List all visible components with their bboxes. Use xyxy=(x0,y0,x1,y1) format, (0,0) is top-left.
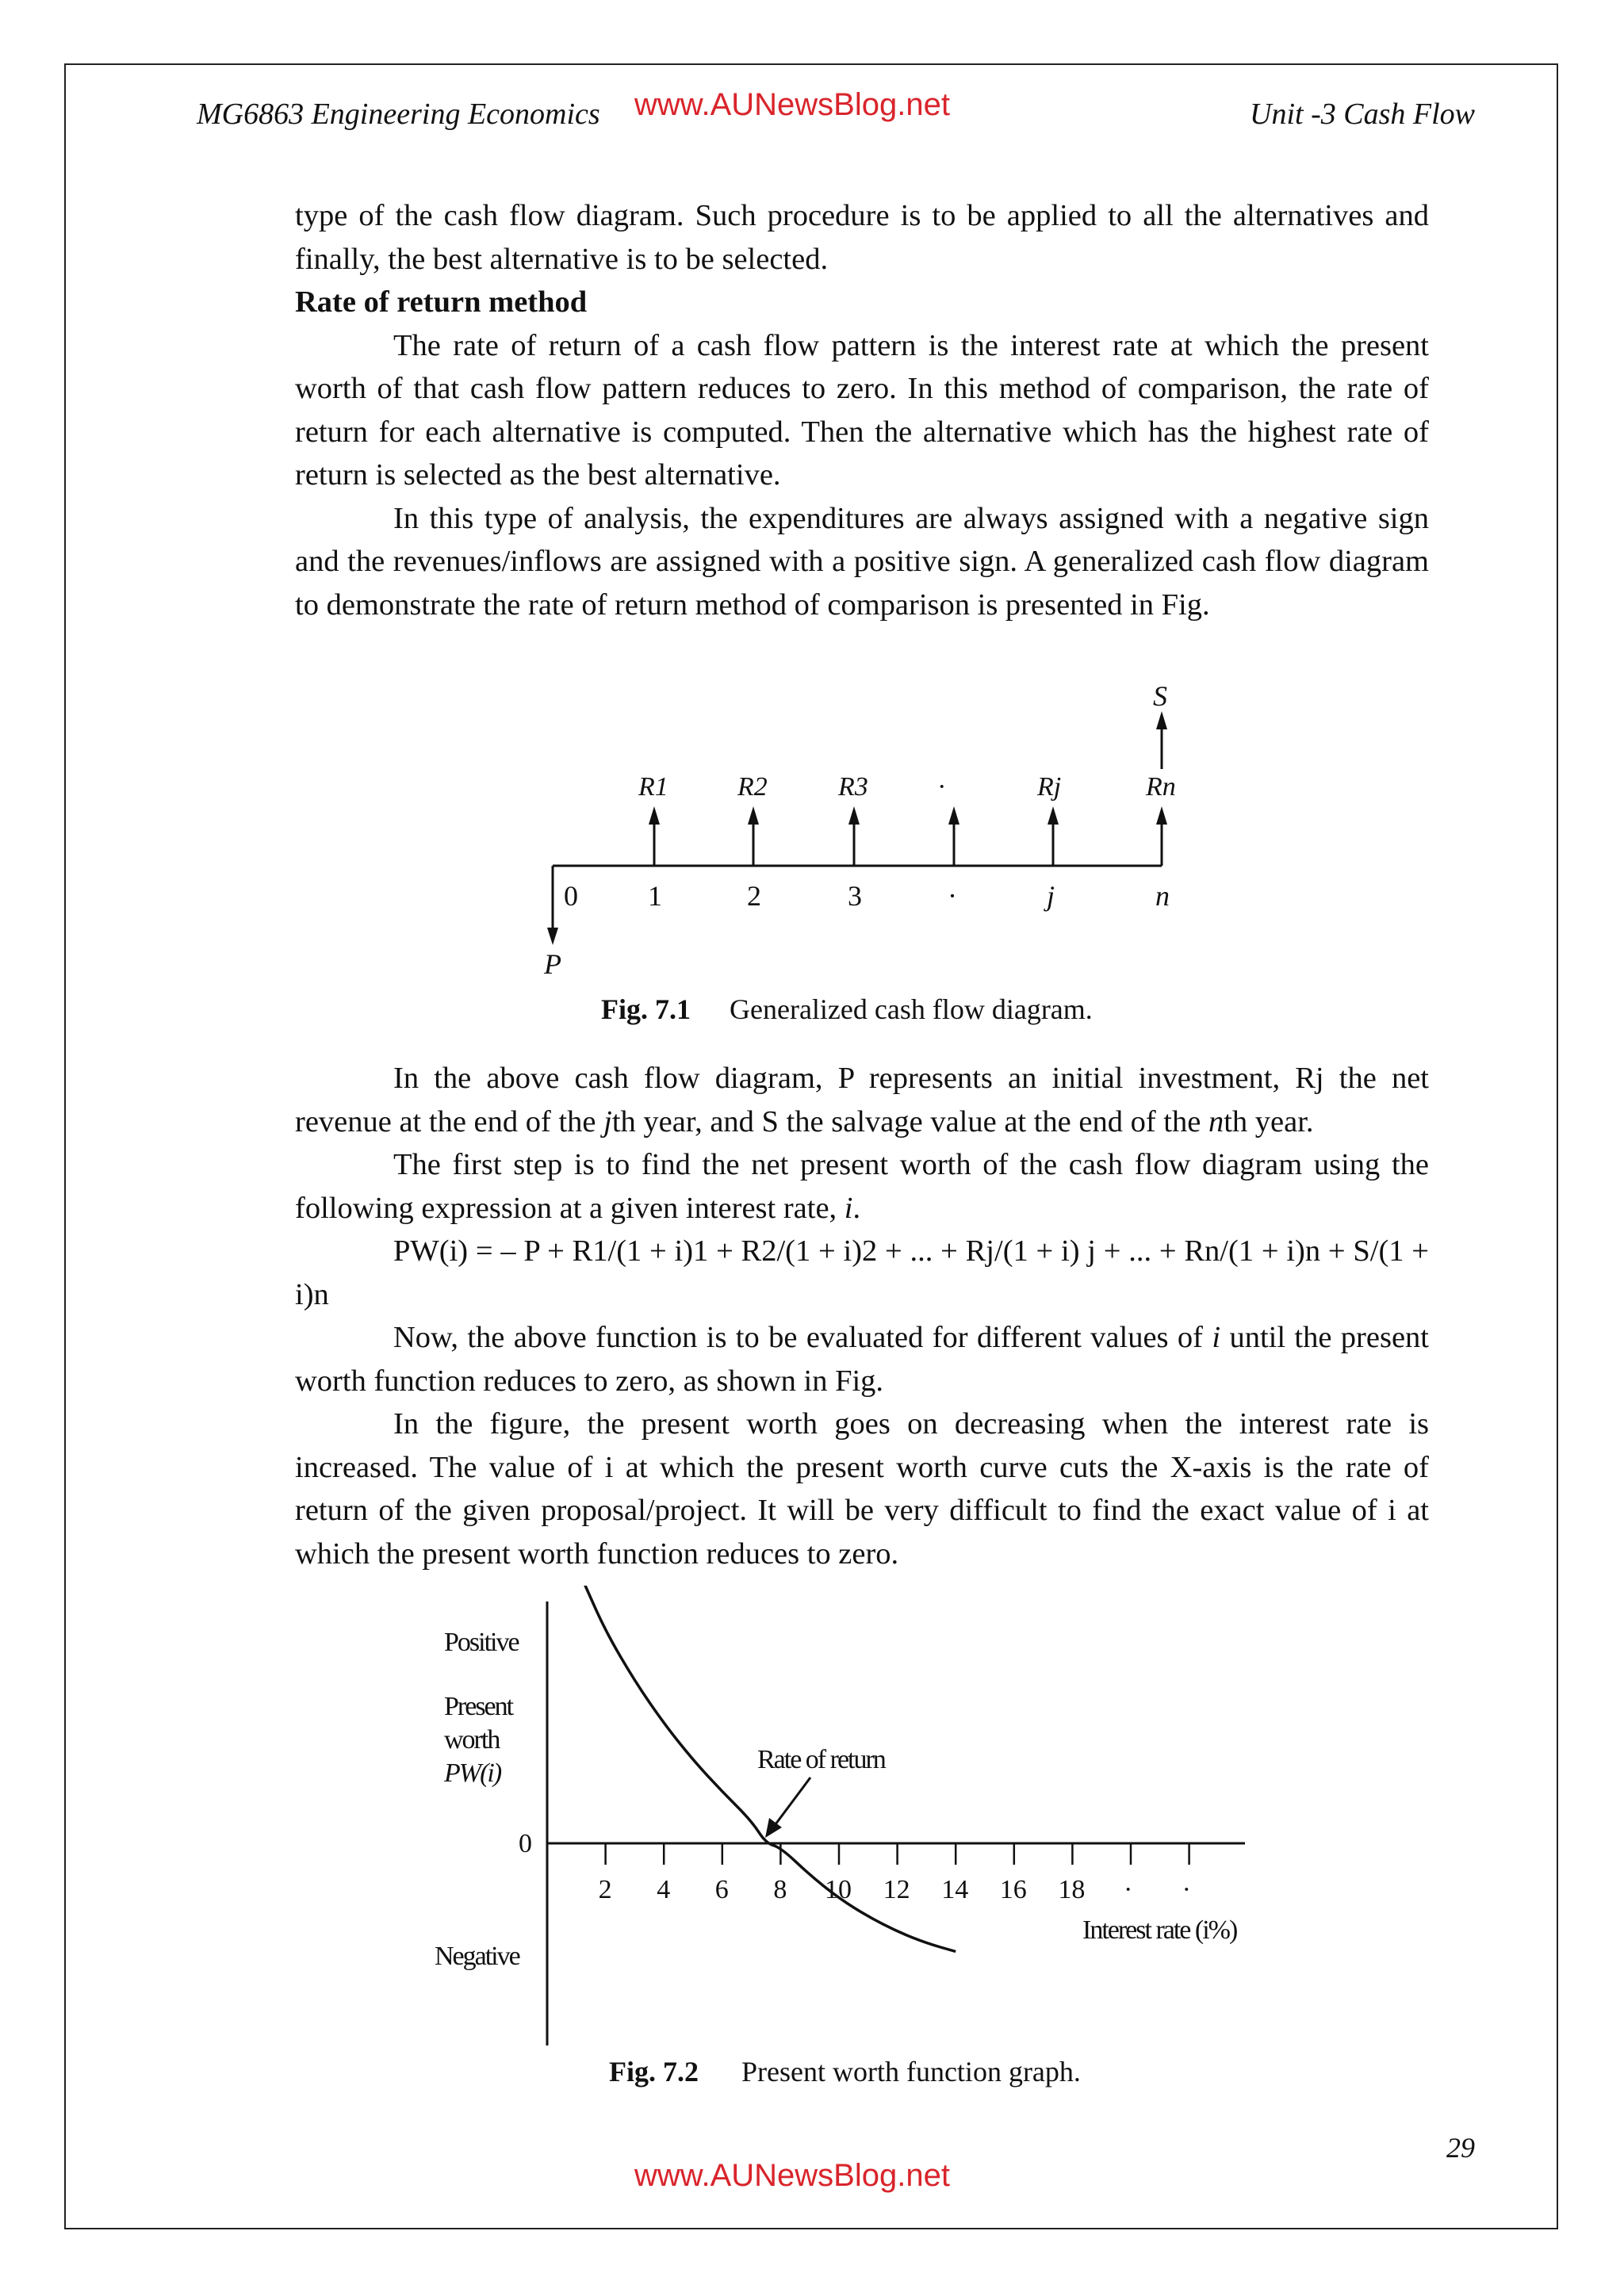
y-label-negative: Negative xyxy=(435,1942,519,1971)
x-tick-label-1: 4 xyxy=(657,1875,671,1904)
period-label-1: 1 xyxy=(648,880,662,912)
x-axis-label: Interest rate (i%) xyxy=(1082,1915,1237,1945)
paragraph-first-step: The first step is to find the net present worth of the cash flow diagram using the following expression at a given interest rate, i. xyxy=(295,1148,1429,1225)
paragraph-definition: The rate of return of a cash flow pattern is the interest rate at which the present worth of that cash flow pattern reduces to zero. In this method of comparison, the rate of return for each alternative is computed. Then the alternative which has the highest rate of return is selected as the best alternative. xyxy=(295,328,1429,492)
x-tick-label-6: 14 xyxy=(941,1875,969,1904)
y-label-positive: Positive xyxy=(444,1628,519,1657)
period-label-2: 2 xyxy=(747,880,761,912)
period-label-3: 3 xyxy=(848,880,862,912)
annotation-arrow xyxy=(773,1777,810,1827)
section-heading: Rate of return method xyxy=(295,285,588,319)
investment-arrowhead xyxy=(547,928,558,945)
salvage-arrowhead xyxy=(1156,711,1167,729)
paragraph-interpretation: In the figure, the present worth goes on decreasing when the interest rate is increased. The value of i at which the present worth curve cuts the X-axis is the rate of return of the given proposal/project. It will be very difficult to find the exact value of i at which the present worth function reduces to zero. xyxy=(295,1407,1429,1571)
receipt-arrow-2 xyxy=(748,806,759,866)
receipt-arrow-5 xyxy=(1048,806,1059,866)
receipt-label-1: R1 xyxy=(638,772,668,802)
x-tick-label-2: 6 xyxy=(714,1875,729,1904)
paragraph-continued: type of the cash flow diagram. Such procedure is to be applied to all the alternatives and finally, the best alternative is to be selected. xyxy=(295,199,1429,276)
receipt-arrow-1 xyxy=(649,806,660,866)
receipt-label-2: R2 xyxy=(737,772,768,802)
x-tick-label-9: · xyxy=(1124,1875,1133,1904)
x-tick-label-3: 8 xyxy=(773,1875,787,1904)
present-worth-chart xyxy=(0,1586,1624,2093)
period-label-5: j xyxy=(1047,880,1055,912)
unit-title: Unit -3 Cash Flow xyxy=(1250,98,1475,131)
figure-caption: Generalized cash flow diagram. xyxy=(730,993,1093,1025)
page-number: 29 xyxy=(1446,2132,1475,2164)
receipt-arrow-3 xyxy=(848,806,860,866)
receipt-label-4: · xyxy=(938,772,945,802)
site-link-bottom[interactable]: www.AUNewsBlog.net xyxy=(634,2158,950,2193)
x-tick-label-4: 10 xyxy=(825,1875,852,1904)
paragraph-analysis: In this type of analysis, the expenditures are always assigned with a negative sign and the revenues/inflows are assigned with a positive sign. A generalized cash flow diagram to demonstrate the rate of return method of comparison is presented in Fig. xyxy=(295,501,1429,622)
cash-flow-diagram xyxy=(0,666,1624,1039)
period-label-4: · xyxy=(948,880,957,912)
x-ticks xyxy=(599,1843,1191,1904)
figure-label: Fig. 7.1 xyxy=(601,993,691,1025)
figure-2-caption: Present worth function graph. xyxy=(741,2056,1081,2087)
receipt-label-6: Rn xyxy=(1146,772,1176,802)
paragraph-diagram-explanation: In the above cash flow diagram, P represents an initial investment, Rj the net revenue at the end of the jth year, and S the salvage value at the end of the nth year. xyxy=(295,1062,1429,1138)
x-tick-label-10: · xyxy=(1182,1875,1191,1904)
receipt-arrow-6 xyxy=(1156,806,1167,866)
explanation-text xyxy=(295,1057,1429,1575)
x-tick-label-0: 2 xyxy=(598,1875,612,1904)
figure-2-label: Fig. 7.2 xyxy=(609,2056,699,2087)
x-tick-label-8: 18 xyxy=(1058,1875,1086,1904)
receipt-arrow-4 xyxy=(948,806,959,866)
period-label-6: n xyxy=(1155,880,1170,912)
site-link-top[interactable]: www.AUNewsBlog.net xyxy=(634,87,950,122)
present-worth-formula: PW(i) = – P + R1/(1 + i)1 + R2/(1 + i)2 + ... + Rj/(1 + i) j + ... + Rn/(1 + i)n + S/(1 + i)n xyxy=(295,1234,1429,1311)
period-labels xyxy=(564,880,1170,912)
intro-text xyxy=(295,194,1429,626)
y-label-zero: 0 xyxy=(519,1829,532,1858)
y-label-pw: PW(i) xyxy=(444,1758,501,1788)
y-label-worth: worth xyxy=(444,1725,500,1755)
x-tick-label-7: 16 xyxy=(999,1875,1027,1904)
receipt-label-3: R3 xyxy=(838,772,868,802)
receipt-arrows xyxy=(649,806,1167,866)
rate-of-return-annotation: Rate of return xyxy=(757,1745,885,1774)
y-label-present: Present xyxy=(444,1692,513,1721)
investment-label: P xyxy=(544,948,561,980)
course-title: MG6863 Engineering Economics xyxy=(197,98,600,131)
x-tick-label-5: 12 xyxy=(883,1875,910,1904)
salvage-label: S xyxy=(1153,680,1167,712)
paragraph-evaluate: Now, the above function is to be evaluated for different values of i until the present worth function reduces to zero, as shown in Fig. xyxy=(295,1321,1429,1398)
receipt-labels xyxy=(638,772,1176,802)
receipt-label-5: Rj xyxy=(1037,772,1062,802)
period-label-0: 0 xyxy=(564,880,578,912)
